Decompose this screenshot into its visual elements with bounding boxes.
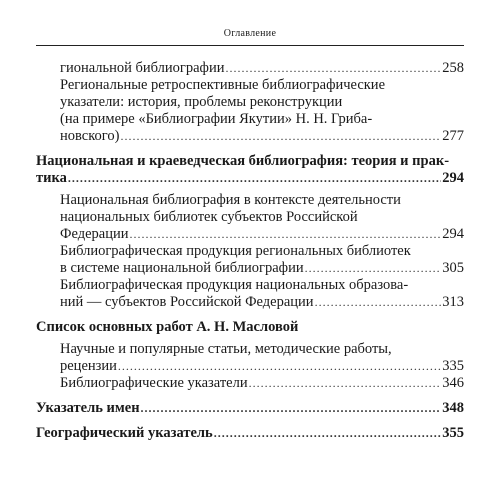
toc-entry[interactable]: Научные и популярные статьи, методические работы, рецензии ..... 335 — [36, 341, 464, 375]
toc-section[interactable]: Географический указатель ..... 355 — [36, 425, 464, 442]
page-number: 348 — [442, 400, 464, 416]
leader-dots — [68, 170, 441, 187]
leader-dots — [225, 60, 441, 77]
page-number: 335 — [442, 358, 464, 374]
page-number: 305 — [442, 260, 464, 276]
leader-dots — [120, 128, 441, 145]
page-number: 294 — [442, 226, 464, 242]
leader-dots — [315, 294, 442, 311]
table-of-contents — [36, 60, 464, 442]
toc-entry[interactable]: Библиографические указатели ..... 346 — [36, 375, 464, 392]
leader-dots — [305, 260, 442, 277]
page-number: 277 — [442, 128, 464, 144]
page-number: 355 — [442, 425, 464, 441]
leader-dots — [214, 425, 442, 442]
leader-dots — [249, 375, 442, 392]
toc-entry[interactable]: гиональной библиографии ..... 258 — [36, 60, 464, 77]
toc-section[interactable]: Список основных работ А. Н. Масловой — [36, 319, 299, 335]
toc-section[interactable]: Национальная и краеведческая библиография: теория и прак- тика ..... 294 — [36, 153, 464, 187]
toc-section[interactable]: Указатель имен ..... 348 — [36, 400, 464, 417]
page-number: 258 — [442, 60, 464, 76]
leader-dots — [118, 358, 441, 375]
toc-entry[interactable]: Библиографическая продукция региональных библиотек в системе национальной библиографии ..... 305 — [36, 243, 464, 277]
page-number: 346 — [442, 375, 464, 391]
toc-entry[interactable]: Библиографическая продукция национальных образова- ний — субъектов Российской Федерации ..... 313 — [36, 277, 464, 311]
toc-entry[interactable]: Национальная библиография в контексте деятельности национальных библиотек субъектов Российской Федерации ..... 294 — [36, 192, 464, 243]
running-header: Оглавление — [223, 28, 277, 39]
header-rule — [36, 45, 464, 46]
page-number: 294 — [442, 170, 464, 186]
toc-entry[interactable]: Региональные ретроспективные библиографические указатели: история, проблемы реконструкции (на примере «Библиографии Якутии» Н. Н. Гриба- новского) ..... 277 — [36, 77, 464, 145]
leader-dots — [129, 226, 441, 243]
page-number: 313 — [442, 294, 464, 310]
leader-dots — [141, 400, 442, 417]
